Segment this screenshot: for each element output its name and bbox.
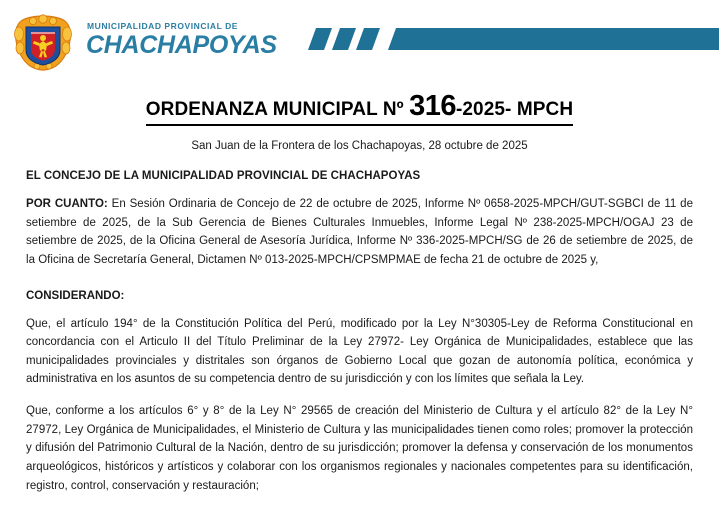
brand-title: CHACHAPOYAS: [86, 30, 277, 59]
coat-of-arms-icon: [12, 14, 74, 72]
ordinance-number: 316: [409, 90, 456, 122]
brand-block: [86, 22, 277, 58]
decorative-bar-3: [356, 28, 380, 50]
place-and-date: San Juan de la Frontera de los Chachapoyas, 28 octubre de 2025: [191, 140, 528, 152]
considerando-heading: CONSIDERANDO:: [26, 289, 125, 302]
decorative-bar-wide: [388, 28, 719, 50]
page-title: [0, 90, 719, 126]
decorative-bar-1: [308, 28, 332, 50]
por-cuanto-paragraph: [26, 195, 693, 270]
por-cuanto-label: POR CUANTO:: [26, 198, 108, 210]
council-heading: EL CONCEJO DE LA MUNICIPALIDAD PROVINCIAL DE CHACHAPOYAS: [26, 170, 421, 182]
por-cuanto-text: En Sesión Ordinaria de Concejo de 22 de octubre de 2025, Informe Nº 0658-2025-MPCH/GUT-SGBCI de 11 de setiembre de 2025, de la Sub Gerencia de Bienes Culturales Inmuebles, Informe Legal Nº 238-2025-MPCH/OGAJ 23 de setiembre de 2025, de la Oficina General de Asesoría Jurídica, Informe Nº 336-2025-MPCH/SG de 26 de setiembre de 2025, de la Oficina de Secretaría General, Dictamen Nº 013-2025-MPCH/CPSMPMAE de fecha 21 de octubre de 2025 y,: [26, 198, 693, 266]
page-title-underlined: [146, 90, 573, 126]
document-body: [0, 170, 719, 495]
brand-subtitle: MUNICIPALIDAD PROVINCIAL DE: [87, 21, 239, 31]
page-title-suffix: -2025- MPCH: [455, 99, 574, 120]
considerando-paragraph-1: Que, el artículo 194° de la Constitución Política del Perú, modificado por la Ley N°30305-Ley de Reforma Constitucional en concordancia con el Articulo II del Título Preliminar de la Ley 27972- Ley Orgánica de Municipalidades, establece que las municipalidades provinciales y distritales son órganos de Gobierno Local que gozan de autonomía política, económica y administrativa en los asuntos de su competencia dentro de su jurisdicción y con los límites que señala la Ley.: [26, 317, 693, 386]
decorative-bar-2: [332, 28, 356, 50]
header-decorative-bars: [300, 28, 719, 50]
considerando-paragraph-2: Que, conforme a los artículos 6° y 8° de la Ley N° 29565 de creación del Ministerio de Cultura y el artículo 82° de la Ley N° 27972, Ley Orgánica de Municipalidades, el Ministerio de Cultura y las municipalidades tienen como roles; promover la protección y difusión del Patrimonio Cultural de la Nación, dentro de su jurisdicción; promover la defensa y conservación de los monumentos arqueológicos, históricos y artísticos y colaborar con los organismos regionales y nacionales competentes para su identificación, registro, control, conservación y restauración;: [26, 405, 693, 492]
document-header: [0, 0, 719, 78]
page-title-prefix: ORDENANZA MUNICIPAL Nº: [145, 99, 410, 120]
